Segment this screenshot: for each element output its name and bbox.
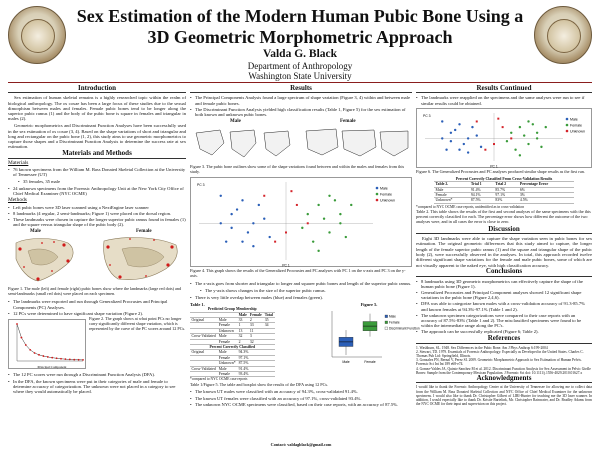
replicate-scatter-unknown-point: [510, 137, 512, 139]
table-row: Female 1 33 34: [190, 323, 275, 328]
list-item: • There is very little overlap between males (blue) and females (green).: [190, 295, 412, 300]
replicate-scatter-female-point: [536, 137, 538, 139]
table-row: Male 91.4% 85.7% 6%: [434, 187, 574, 192]
pca-scatter-male-point: [225, 241, 227, 243]
pca-scatter-male-point: [220, 195, 222, 197]
fig1-male-label: Male: [30, 229, 41, 235]
reference-item: 4. Gomez-Valdes JA, Quinto-Sanchez M et al. 2012. Discriminant Function Analysis for Sex Assessment in Pelvic Girdle Bones: Sample from the Contemporary Mexican Population. J Forensic Sci doi: 10.1111/j.1556-4029.2010.01627.x: [416, 366, 591, 375]
replicate-scatter-unknown-point: [497, 118, 499, 120]
pca-scatter-male-point: [230, 227, 232, 229]
scree-point: [51, 357, 53, 359]
replicate-scatter-x-label: PC 1: [490, 164, 498, 169]
reference-item: 3. Gonzalez PN, Bernal V, Perez SI. 2009. Geometric Morphometric Approach to Sex Estimation of Human Pelvis. Forensic Sci Int Int 189 e68-e74.: [416, 358, 582, 367]
conclusions-list: [416, 279, 592, 335]
author-name: Valda G. Black: [262, 48, 338, 60]
scree-point: [56, 358, 58, 360]
pca-scatter-male-point: [241, 241, 243, 243]
boxplot-legend-label: Female: [389, 320, 400, 325]
list-item: • The landmarks were exported and run through Generalized Procrustes and Principal Components (PC) Analyses.: [8, 299, 186, 310]
scree-point: [47, 356, 49, 358]
table2-note: *compared to NYC OCME case reports, unidentified as in cross-validation: [416, 204, 524, 209]
replicate-scatter-legend-label: Male: [570, 117, 578, 122]
reference-item: 2. Stewart, TD. 1979. Essentials of Forensic Anthropology: Especially as Developed in the United States. Charles C. Thomas Pub Ltd: Springfield, Illinois.: [416, 349, 584, 358]
table1-caption: Table 1/Figure 5. The table and boxplot show the results of the DFA using 12 PCs.: [190, 381, 329, 387]
scree-point: [73, 359, 75, 361]
list-item: • The approach can be successfully replicated (Figure 6; Table 2).: [416, 329, 592, 334]
list-item: • 35 females, 35 male: [18, 179, 186, 184]
pca-scatter-male-point: [263, 218, 265, 220]
scree-point: [82, 359, 84, 361]
replicate-scatter-male-point: [467, 151, 469, 153]
figure-2-scree-plot: [8, 319, 86, 369]
replicate-scatter-svg: [417, 109, 593, 169]
reference-item: 1. Washburn, SL. 1948. Sex Differences in the Pubic Bone. Am J Phys Anthrop 6:199-2004: [416, 345, 548, 350]
pca-scatter-svg: [191, 178, 413, 268]
figure-1-caption: Figure 1. The male (left) and female (right) pubic bones show where the landmarks (large red dots) and semi-landmarks (small red dots) were placed on each specimen.: [8, 286, 182, 297]
column-middle: [190, 84, 420, 408]
list-item: • The Discriminant Function Analysis yielded high classification results (Table 1, Figure 5) for the sex estimation of both known and unknown pubic bones.: [190, 107, 412, 118]
table-row: Cross-Validated Male 32 3: [190, 334, 275, 339]
materials-list-2: [8, 186, 186, 197]
scree-point: [65, 359, 67, 361]
department: Department of Anthropology: [247, 61, 353, 71]
table2-header: Percentage Error: [518, 182, 574, 187]
compared-list: [416, 95, 592, 106]
pca-scatter-unknown-point: [296, 204, 298, 206]
after-fig2-list: [8, 372, 186, 394]
methods-heading: Materials and Methods: [8, 151, 186, 158]
pca-scatter-x-label: PC 1: [282, 263, 290, 268]
list-item: • The unknown specimen categorizations were compared to their case reports with an accuracy of 87.5%-83% (Table 1 and 2). The misclassified specimens were found to be within the intermediate range along the PC's.: [416, 313, 592, 329]
replicate-scatter-female-point: [532, 123, 534, 125]
discussion-text: Eight 3D landmarks were able to capture the shape variation seen in pubic bones for sex estimation. The original geometric differences that this study aimed to capture, the longer length of the female superior pubic ramus (1) and the square and triangular shape of the pubic body (2), were successfully observed in the analyses. In total, this approach recorded twelve different significant shape variations for the female and male pubic bones, some of which are not visually apparent to the naked eye, with high classification accuracy.: [416, 236, 592, 268]
replicate-scatter-male-point: [441, 137, 443, 139]
affiliation: [70, 61, 530, 81]
table1-header: Total: [264, 312, 273, 317]
pca-scatter-unknown-point: [290, 190, 292, 192]
replicate-scatter-legend-label: Female: [570, 123, 582, 128]
materials-list: [8, 167, 186, 178]
replicate-scatter-legend-swatch: [566, 118, 569, 121]
pca-scatter-unknown-point: [263, 195, 265, 197]
replicate-scatter-male-point: [450, 140, 452, 142]
replicate-scatter-female-point: [514, 148, 516, 150]
list-item: • These landmarks were chosen in capture the longer superior pubic ramus found in females (1) and the square versus triangular shape of the pubic body (2).: [8, 217, 186, 228]
ack-text: I would like to thank the Forensic Anthropology Center at the University of Tennessee for allowing me to collect data from the William M. Bass Donated Skeletal Collection and NYC Office of Chief Medical Examiner for the unknown specimens. I would also like to thank Dr. Christopher Gilbert of LIRI-Hunter for teaching me the 3D laser scanner. In addition, I would especially like to thank Dr. Kristie Bartelink, Mr. Christopher Rainwater, and Dr. Bradley Adams from the NYC OCME for their input and supervision on this project.: [416, 385, 592, 407]
table1-pct-title: Percent Correctly Classified: [190, 344, 275, 349]
scree-point: [16, 324, 18, 326]
table-row: Female 2 32: [190, 339, 275, 344]
list-item: • 8 landmarks (4 regular, 2 semi-landmarks; Figure 1) were placed on the dorsal region.: [8, 211, 186, 216]
scree-point: [29, 349, 31, 351]
replicate-scatter-male-point: [441, 120, 443, 122]
female-outline-icons: [306, 129, 408, 156]
list-item: • The unknown NYC OCME specimens were classified, based on their case reports, with an accuracy of 87.5%.: [190, 402, 412, 407]
scree-point: [60, 358, 62, 360]
pca-scatter-female-point: [350, 204, 352, 206]
fig4-list: [190, 281, 412, 286]
table-row: Original Male 94.3%: [190, 350, 275, 355]
poster-title: Sex Estimation of the Modern Human Pubic Bone Using a 3D Geometric Morphometric Approach: [76, 6, 524, 47]
pca-scatter-female-point: [345, 236, 347, 238]
table2-caption: Table 2. This table shows the results of the first and second analyses of the same specimens with the this percent correctly classified for each. The percentage error shows how different the outcome of the two analyses were, and in all cases the error is close to zero.: [416, 209, 591, 224]
pca-scatter-female-point: [339, 222, 341, 224]
table1-label: Table 1.: [190, 301, 205, 307]
figure-2-caption: Figure 2. The graph shows at what point PCs no longer carry significantly different shape variation, which is represented by the curve of the PC scores around 12 PCs.: [89, 316, 186, 332]
pca-scatter-female-point: [307, 213, 309, 215]
female-pubic-bone-icon: [104, 238, 178, 280]
replicate-scatter-y-label: PC 3: [423, 113, 431, 118]
pca-scatter-legend-swatch: [376, 193, 379, 196]
boxplot-legend-swatch: [385, 315, 388, 318]
boxplot-legend-label: Male: [389, 314, 396, 319]
pca-scatter-female-point: [317, 204, 319, 206]
replicate-scatter-unknown-point: [484, 149, 486, 151]
male-outline-icons: [196, 130, 290, 157]
pca-scatter-legend-label: Female: [380, 192, 392, 197]
pca-scatter-male-point: [247, 231, 249, 233]
intro-heading: Introduction: [8, 86, 186, 93]
figure-3-caption: Figure 3. The pubic bone outlines show some of the shape variations found between and within the males and females from this study.: [190, 164, 405, 175]
replicate-scatter-female-point: [527, 143, 529, 145]
list-item: • Left pubic bones were 3D laser scanned using a NextEngine laser scanner: [8, 205, 186, 210]
methods-label: Methods: [8, 197, 27, 204]
fig3-female-label: Female: [340, 119, 356, 125]
figure-6-caption: Figure 6. The Generalized Procrustes and PC analyses produced similar shape results as the first run.: [416, 168, 585, 174]
scree-line: [17, 324, 83, 360]
pca-scatter-legend-swatch: [376, 187, 379, 190]
conclusions-heading: Conclusions: [416, 269, 592, 276]
replicate-scatter-female-point: [519, 154, 521, 156]
table-row: Original Male 33 2 35: [190, 317, 275, 322]
pca-scatter-female-point: [328, 231, 330, 233]
figure-3-outlines: [190, 119, 412, 163]
discussion-heading: Discussion: [416, 227, 592, 234]
table2-title: Percent Correctly Classified From Cross-Validation Results: [434, 177, 574, 182]
list-item: • DFA was able to categorize known males with a cross-validation accuracy of 91.3-85.7% and known females at 94.3%-97.1% (Table 1 and 2).: [416, 301, 592, 312]
final-results-list: [190, 389, 412, 406]
list-item: • In the DFA, the known specimens were put in their categories of male and female to determine accuracy of categorization. The unknown were not placed in a category to see where they would automatically be placed.: [8, 379, 186, 395]
replicate-scatter-male-point: [458, 148, 460, 150]
scree-x-label: Principal Component: [37, 365, 67, 370]
replicate-scatter-female-point: [523, 134, 525, 136]
ack-heading: Acknowledgments: [416, 376, 592, 383]
replicate-scatter-unknown-point: [502, 126, 504, 128]
replicate-scatter-female-point: [536, 131, 538, 133]
replicate-scatter-female-point: [545, 126, 547, 128]
table2-header: Trial 2: [494, 182, 519, 187]
pca-scatter-male-point: [230, 213, 232, 215]
table1-note: *compared to NYC OCME case reports: [190, 377, 248, 382]
figure-4-caption: Figure 4. This graph shows the results of the Generalized Procrustes and PC analyses with PC 1 on the x-axis and PC 3 on the y-axis.: [190, 268, 406, 278]
table-1-block: [190, 302, 322, 382]
pca-scatter-male-point: [236, 208, 238, 210]
table1-header: Male: [238, 312, 247, 317]
scree-point: [43, 356, 45, 358]
list-item: • The y-axis shows changes in the size of the superior pubic ramus.: [200, 288, 412, 293]
pca-scatter-male-point: [258, 204, 260, 206]
scree-point: [69, 359, 71, 361]
list-item: • 12 PCs were determined to have significant shape variation (Figure 2).: [8, 311, 186, 316]
column-right: [416, 86, 592, 406]
replicate-scatter-male-point: [463, 143, 465, 145]
pca-scatter-male-point: [252, 222, 254, 224]
replicate-scatter-male-point: [454, 129, 456, 131]
fig1-female-label: Female: [136, 229, 152, 235]
table-row: Female 93.4%: [190, 371, 275, 376]
materials-label: Materials: [8, 159, 29, 166]
fig1-bones-svg: [8, 229, 186, 285]
replicate-scatter-male-point: [480, 146, 482, 148]
university-seal-right: [534, 6, 592, 64]
boxplot-legend-swatch: [385, 321, 388, 324]
figure-5-block: [326, 301, 420, 382]
table-row: Female 94.1% 97.1% 3%: [434, 193, 574, 198]
header-rule: [8, 82, 592, 83]
replicate-scatter-female-point: [540, 146, 542, 148]
contact-email: Contact: valdagblack@gmail.com: [270, 442, 332, 447]
fig4-sublist: [200, 288, 412, 293]
list-item: • The landmarks were reapplied on the specimens and the same analyses were run to see if similar results could be obtained.: [416, 95, 592, 106]
boxplot-legend-label: Discriminant Function: [389, 326, 420, 331]
figure-6-replicate-scatter: [416, 108, 592, 168]
figure-1-pubic-bones: [8, 229, 186, 285]
seal-inner-icon: [21, 19, 55, 53]
table1-header: Female: [249, 312, 262, 317]
replicate-scatter-female-point: [519, 126, 521, 128]
university: Washington State University: [248, 71, 352, 81]
list-item: • The 12 PC scores were run through a Discriminant Function Analysis (DFA).: [8, 372, 186, 377]
scree-point: [78, 359, 80, 361]
replicate-scatter-female-point: [510, 131, 512, 133]
figure-2-block: [8, 317, 186, 371]
list-item: • 76 known specimens from the William M. Bass Donated Skeletal Collection at the University of Tennessee (UT): [8, 167, 186, 178]
pca-scatter-female-point: [317, 250, 319, 252]
table-row: Female 97.1%: [190, 355, 275, 360]
replicate-scatter-legend-label: Unknown: [570, 129, 585, 134]
pca-scatter-legend-label: Male: [380, 186, 388, 191]
pca-scatter-male-point: [241, 199, 243, 201]
replicate-scatter-male-point: [450, 131, 452, 133]
replicate-scatter-male-point: [467, 137, 469, 139]
replicate-scatter-female-point: [527, 120, 529, 122]
intro-paragraph-1: Sex estimation of human skeletal remains is a highly researched topic within the realm of biological anthropology. The os coxae has been a large focus of these studies due to the sexual dimorphism between males and females. Female pubic bones tend to be longer along the superior pubic ramus (1) and the body of the pubic bone is square in females and triangular in males (2).: [8, 95, 186, 122]
pca-scatter-female-point: [328, 195, 330, 197]
pca-scatter-female-point: [312, 241, 314, 243]
list-item: • The known UT males were classified with an accuracy of 94.3%, cross-validated 91.4%.: [190, 389, 412, 394]
materials-sublist: [18, 179, 186, 184]
pca-scatter-male-point: [252, 245, 254, 247]
replicate-scatter-unknown-point: [476, 120, 478, 122]
boxplot-category-label: Female: [364, 360, 376, 365]
boxplot-svg: [326, 307, 420, 365]
pca-scatter-unknown-point: [307, 222, 309, 224]
list-item: • The Principal Components Analysis found a large spectrum of shape variation (Figure 3, 4) within and between male and female pubic bones.: [190, 95, 412, 106]
table-row: Cross-Validated Male 91.4%: [190, 366, 275, 371]
table-2: [434, 177, 574, 204]
after-fig1-list: [8, 299, 186, 316]
fig3-outlines-svg: [190, 119, 412, 163]
replicate-scatter-male-point: [471, 126, 473, 128]
replicate-scatter-legend-swatch: [566, 124, 569, 127]
table1-figure5-block: [190, 301, 420, 382]
pca-scatter-male-point: [220, 222, 222, 224]
scree-point: [21, 337, 23, 339]
intro-paragraph-2: Geometric morphometrics and Discriminant Function Analyses have been successfully used in the sex estimation of os coxae (3, 4). Based on the shape variations of short and triangular and long and rectangular on the pubic bone (1, 2), this study aims to use geometric morphometrics to capture those shapes and a Discriminant Function Analysis to determine the success rate at sex estimation.: [8, 123, 186, 150]
fig5-label: Figure 5.: [360, 301, 378, 307]
list-item: • The known UT females were classified with an accuracy of 97.1%, cross-validated 93.4%.: [190, 396, 412, 401]
figure-4-pca-scatter: [190, 177, 412, 267]
scree-point: [34, 353, 36, 355]
pca-scatter-legend-label: Unknown: [380, 198, 395, 203]
pca-scatter-legend-swatch: [376, 199, 379, 202]
results-list: [190, 95, 412, 117]
replicate-scatter-legend-swatch: [566, 130, 569, 133]
list-item: • The x-axis goes from shorter and triangular to longer and squarer pubic bones and length of the superior pubic ramus.: [190, 281, 412, 286]
pca-scatter-unknown-point: [274, 241, 276, 243]
pca-scatter-unknown-point: [285, 232, 287, 234]
list-item: • 8 landmarks using 3D geometric morphometrics can effectively capture the shape of the human pubic bone (Figure 1).: [416, 279, 592, 290]
fig4-list-2: [190, 295, 412, 300]
scree-point: [38, 354, 40, 356]
replicate-scatter-female-point: [506, 140, 508, 142]
university-seal-left: [8, 6, 66, 64]
pca-scatter-female-point: [339, 213, 341, 215]
table-1: [190, 307, 275, 377]
scree-plot-svg: [9, 320, 87, 370]
scree-point: [25, 344, 27, 346]
table2-header: Table 2.: [434, 182, 469, 187]
list-item: • 24 unknown specimens from the Forensic Anthropology Unit at the New York City Office of Chief Medical Examiner (NYC OCME): [8, 186, 186, 197]
table-row: Unknown* 87.5% 83% 4.5%: [434, 198, 574, 203]
seal-inner-icon: [547, 19, 581, 53]
replicate-scatter-male-point: [476, 134, 478, 136]
boxplot-legend-swatch: [385, 327, 388, 330]
replicate-scatter-unknown-point: [493, 143, 495, 145]
column-left: [8, 86, 186, 396]
table2-header: Trial 1: [469, 182, 494, 187]
fig3-male-label: Male: [230, 119, 241, 125]
pca-scatter-male-point: [268, 236, 270, 238]
results-heading: Results: [190, 86, 412, 93]
references-heading: References: [416, 336, 592, 343]
methods-list: [8, 205, 186, 228]
boxplot-category-label: Male: [342, 360, 350, 365]
pca-scatter-female-point: [323, 218, 325, 220]
compared-heading: Results Continued: [416, 86, 592, 93]
pca-scatter-female-point: [334, 199, 336, 201]
list-item: • Generalized Procrustes and Principal Component analyses showed 12 significant shape variations in the pubic bone (Figure 2,4,6).: [416, 290, 592, 301]
replicate-scatter-male-point: [458, 123, 460, 125]
table-row: Unknown* 87.5%: [190, 361, 275, 366]
pca-scatter-y-label: PC 3: [197, 183, 205, 188]
table-row: Unknown 13 11: [190, 328, 275, 333]
pca-scatter-female-point: [301, 227, 303, 229]
replicate-scatter-male-point: [445, 148, 447, 150]
table1-title: Predicted Group Membership: [190, 307, 275, 312]
